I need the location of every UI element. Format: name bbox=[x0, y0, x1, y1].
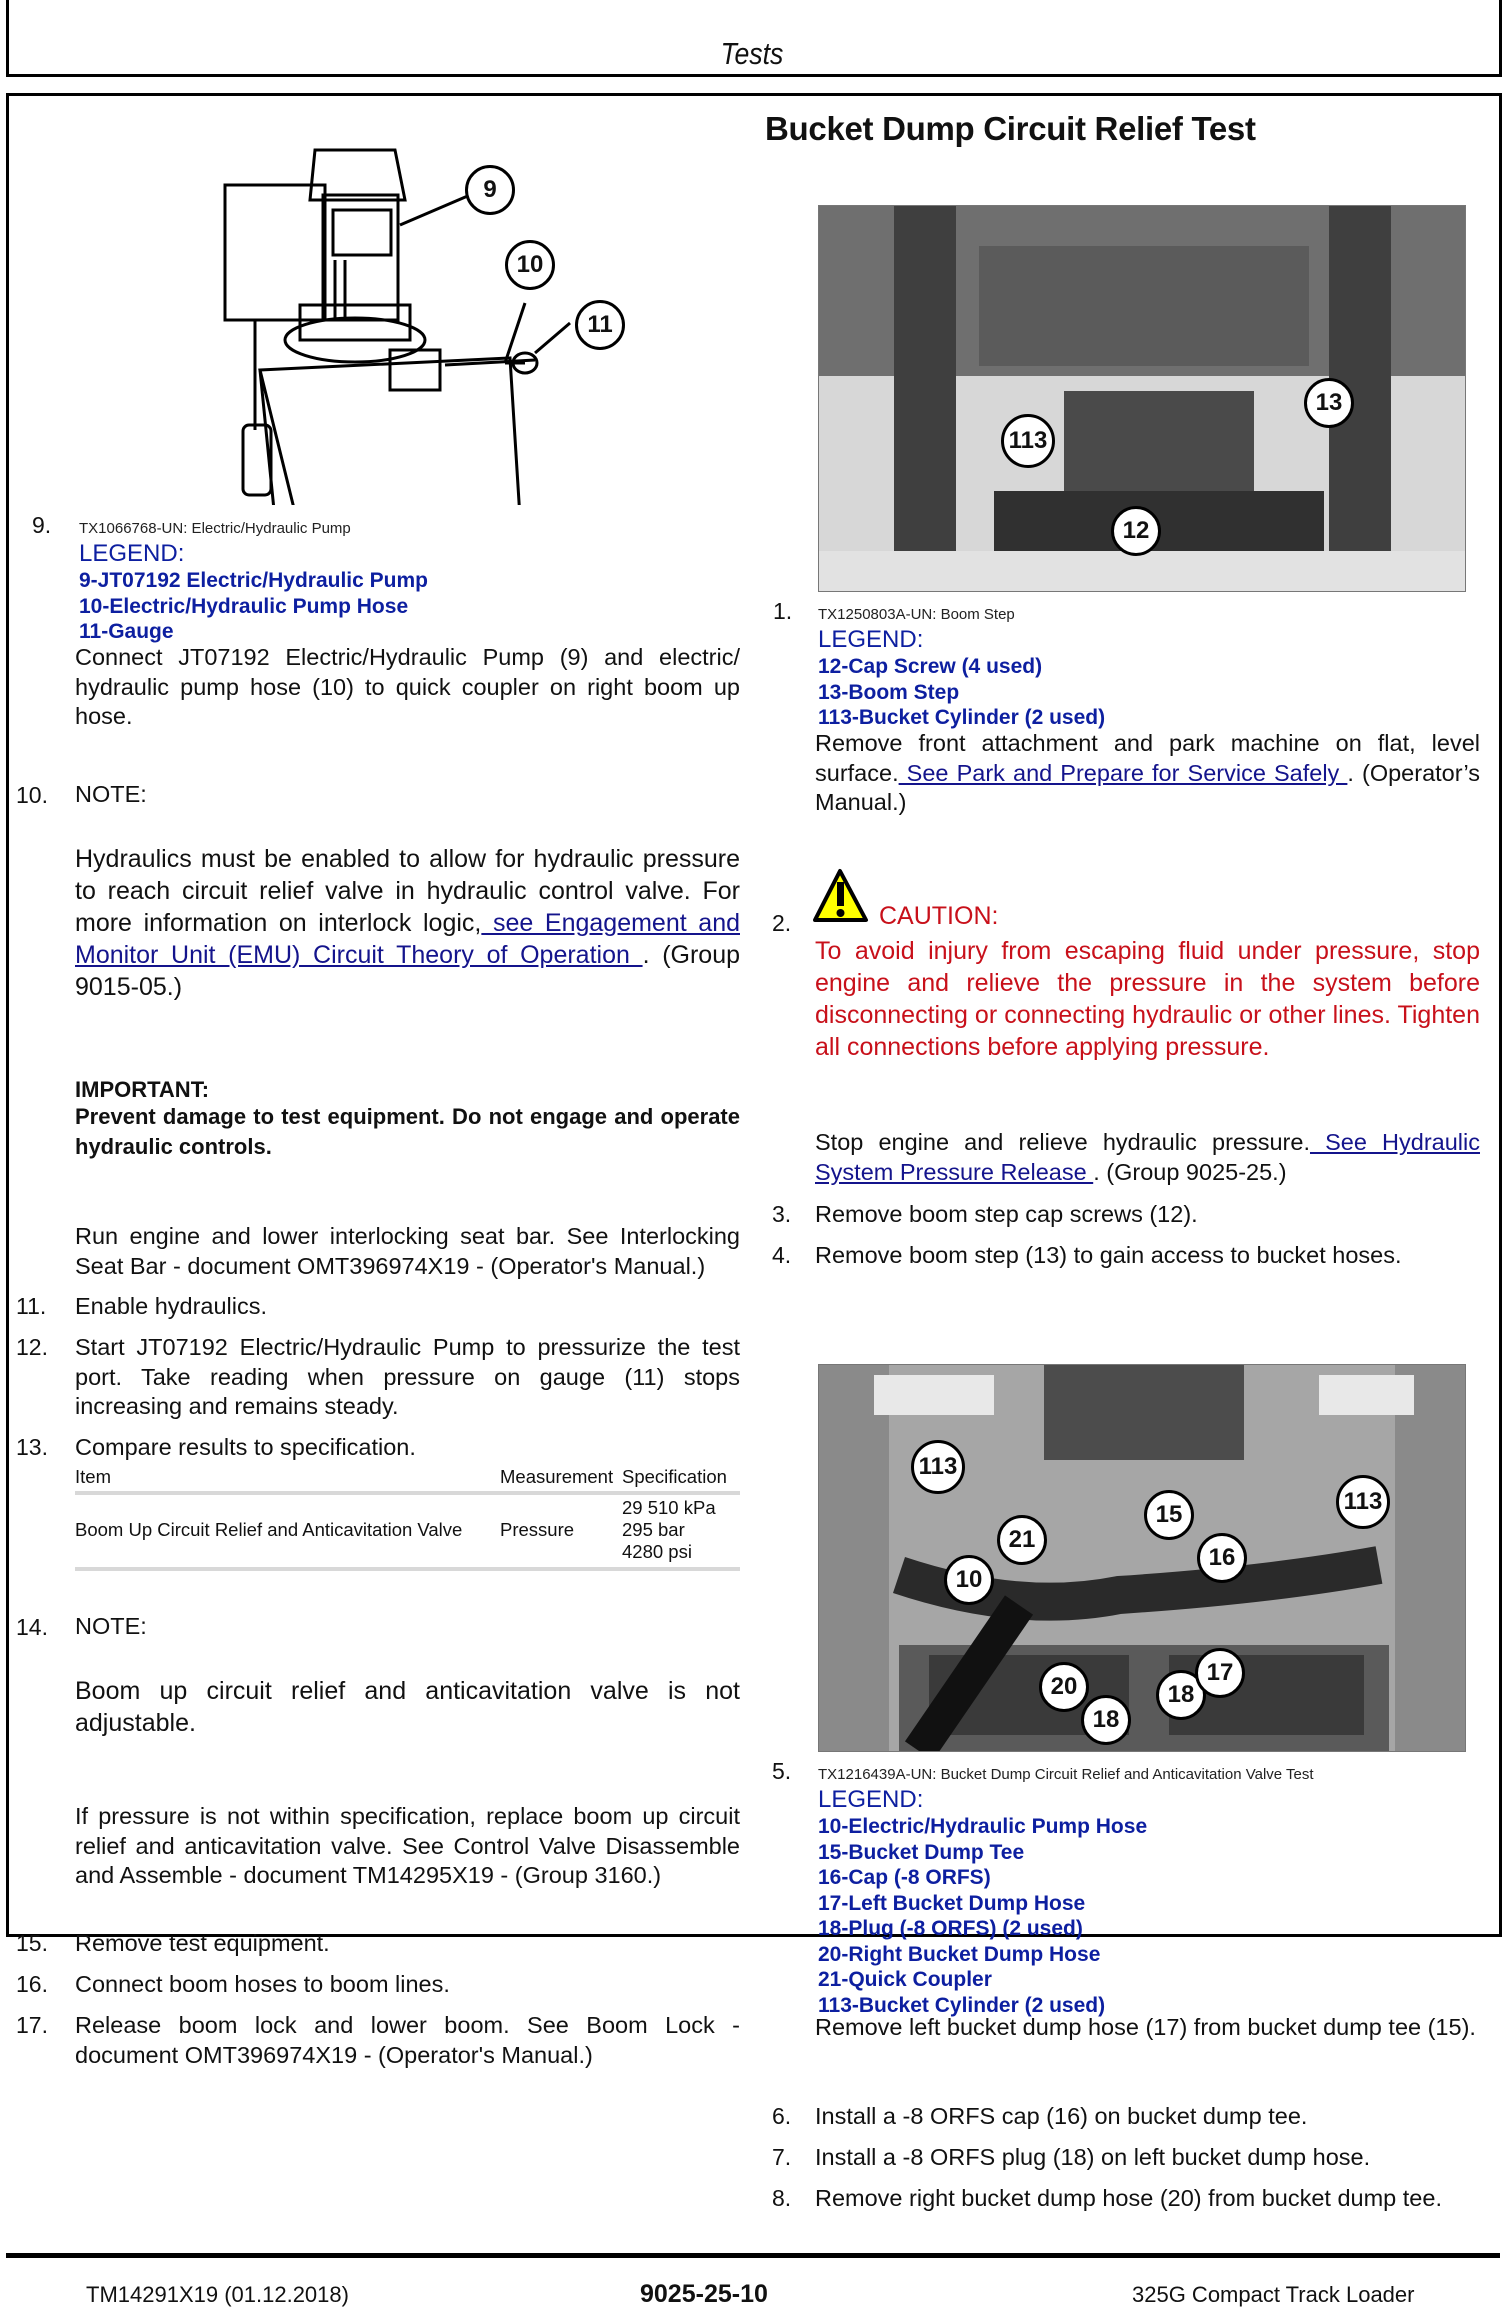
step-text: Remove right bucket dump hose (20) from bucket dump tee. bbox=[815, 2185, 1442, 2211]
table-row bbox=[75, 1493, 740, 1569]
step-text: Connect boom hoses to boom lines. bbox=[75, 1971, 450, 1997]
step-text: Remove test equipment. bbox=[75, 1930, 330, 1956]
cell-item: Boom Up Circuit Relief and Anticavitation Valve bbox=[75, 1493, 500, 1569]
step-number: 7. bbox=[772, 2144, 792, 2170]
step-number: 9. bbox=[32, 512, 52, 538]
step-text: Stop engine and relieve hydraulic pressure. See Hydraulic System Pressure Release . (Group 9025-25.) bbox=[815, 1129, 1480, 1185]
callout-9: 9 bbox=[465, 165, 515, 215]
important-label: IMPORTANT: bbox=[75, 1077, 210, 1102]
legend-item: 17-Left Bucket Dump Hose bbox=[818, 1891, 1086, 1915]
step-text: Install a -8 ORFS cap (16) on bucket dump tee. bbox=[815, 2103, 1308, 2129]
step-text: Connect JT07192 Electric/Hydraulic Pump (9) and electric/ hydraulic pump hose (10) to quick coupler on right boom up hose. bbox=[75, 644, 740, 729]
warning-triangle-icon bbox=[812, 868, 872, 924]
step-text: Run engine and lower interlocking seat bar. See Interlocking Seat Bar - document OMT396974X19 - (Operator's Manual.) bbox=[75, 1223, 740, 1279]
legend-item: 113-Bucket Cylinder (2 used) bbox=[818, 706, 1106, 729]
legend-item: 12-Cap Screw (4 used) bbox=[818, 655, 1043, 678]
step-number: 4. bbox=[772, 1242, 792, 1268]
step-text: Start JT07192 Electric/Hydraulic Pump to pressurize the test port. Take reading when pressure on gauge (11) stops increasing and remains steady. bbox=[75, 1334, 740, 1419]
step-number: 16. bbox=[16, 1971, 48, 1997]
step-number: 1. bbox=[773, 598, 793, 624]
note-label: NOTE: bbox=[75, 1613, 147, 1639]
callout-10: 10 bbox=[944, 1555, 994, 1605]
figure-caption: TX1216439A-UN: Bucket Dump Circuit Relief and Anticavitation Valve Test bbox=[818, 1766, 1314, 1783]
step-text: Remove front attachment and park machine on flat, level surface. See Park and Prepare for Service Safely . (Operator’s Manual.) bbox=[815, 730, 1480, 815]
note-label: NOTE: bbox=[75, 781, 147, 807]
column-header-specification: Specification bbox=[622, 1466, 740, 1493]
legend-list bbox=[818, 654, 1105, 731]
step-number: 8. bbox=[772, 2185, 792, 2211]
caution-label: CAUTION: bbox=[879, 902, 999, 930]
column-header-measurement: Measurement bbox=[500, 1466, 622, 1493]
callout-13: 13 bbox=[1304, 378, 1354, 428]
footer-doc-id: TM14291X19 (01.12.2018) bbox=[86, 2282, 349, 2307]
legend-item: 11-Gauge bbox=[79, 620, 174, 643]
step-number: 11. bbox=[16, 1293, 47, 1319]
callout-18-upper: 18 bbox=[1156, 1670, 1206, 1720]
park-prepare-link[interactable]: See Park and Prepare for Service Safely bbox=[898, 759, 1348, 786]
legend-heading: LEGEND: bbox=[79, 540, 185, 567]
legend-heading: LEGEND: bbox=[818, 1786, 924, 1813]
callout-17: 17 bbox=[1195, 1648, 1245, 1698]
figure-caption: TX1066768-UN: Electric/Hydraulic Pump bbox=[79, 520, 351, 537]
step-text: If pressure is not within specification, replace boom up circuit relief and anticavitation valve. See Control Valve Disassemble and Assemble - document TM14295X19 - (Group 3160.) bbox=[75, 1803, 740, 1888]
bucket-dump-valve-illustration bbox=[819, 1365, 1465, 1751]
step-number: 17. bbox=[16, 2012, 48, 2038]
callout-20: 20 bbox=[1039, 1662, 1089, 1712]
legend-item: 15-Bucket Dump Tee bbox=[818, 1840, 1025, 1864]
step-number: 2. bbox=[772, 910, 792, 936]
page-title: Bucket Dump Circuit Relief Test bbox=[765, 110, 1256, 147]
callout-11: 11 bbox=[575, 300, 625, 350]
step-text: Compare results to specification. bbox=[75, 1434, 416, 1460]
callout-15: 15 bbox=[1144, 1490, 1194, 1540]
footer-page-number: 9025-25-10 bbox=[640, 2280, 768, 2308]
step-text: Release boom lock and lower boom. See Boom Lock - document OMT396974X19 - (Operator's Manual.) bbox=[75, 2012, 740, 2068]
callout-16: 16 bbox=[1197, 1533, 1247, 1583]
step-text: Remove left bucket dump hose (17) from bucket dump tee (15). bbox=[815, 2014, 1476, 2040]
column-header-item: Item bbox=[75, 1466, 500, 1493]
legend-list bbox=[79, 568, 428, 645]
cell-specification: 29 510 kPa 295 bar 4280 psi bbox=[622, 1493, 740, 1569]
step-number: 12. bbox=[16, 1334, 48, 1360]
legend-item: 10-Electric/Hydraulic Pump Hose bbox=[818, 1815, 1148, 1838]
step-number: 5. bbox=[772, 1758, 792, 1784]
bucket-dump-valve-photo bbox=[818, 1364, 1466, 1752]
cell-measurement: Pressure bbox=[500, 1493, 622, 1569]
callout-113-left: 113 bbox=[911, 1440, 965, 1494]
step-number: 15. bbox=[16, 1930, 48, 1956]
step-number: 14. bbox=[16, 1614, 48, 1640]
important-text: Prevent damage to test equipment. Do not engage and operate hydraulic controls. bbox=[75, 1104, 740, 1159]
legend-item: 20-Right Bucket Dump Hose bbox=[818, 1942, 1101, 1966]
callout-10: 10 bbox=[505, 240, 555, 290]
step-text: Remove boom step cap screws (12). bbox=[815, 1201, 1198, 1227]
callout-12: 12 bbox=[1111, 506, 1161, 556]
legend-item: 113-Bucket Cylinder (2 used) bbox=[818, 1993, 1106, 2017]
step-text: Remove boom step (13) to gain access to bucket hoses. bbox=[815, 1242, 1402, 1268]
legend-heading: LEGEND: bbox=[818, 626, 924, 653]
footer-divider bbox=[6, 2253, 1500, 2258]
legend-list bbox=[818, 1814, 1147, 2018]
caution-text: To avoid injury from escaping fluid under pressure, stop engine and relieve the pressure in the system before disconnecting or connecting hydraulic or other lines. Tighten all connections before applying pressure. bbox=[815, 937, 1480, 1061]
footer-product: 325G Compact Track Loader bbox=[1132, 2282, 1415, 2307]
table-header-row bbox=[75, 1466, 740, 1493]
step-text: Enable hydraulics. bbox=[75, 1293, 268, 1319]
note-text: Hydraulics must be enabled to allow for hydraulic pressure to reach circuit relief valve in hydraulic control valve. For more information on interlock logic, see Engagement and Monitor Unit (EMU) Circuit Theory of Operation . (Group 9015-05.) bbox=[75, 845, 741, 1001]
callout-113-right: 113 bbox=[1336, 1475, 1390, 1529]
figure-caption: TX1250803A-UN: Boom Step bbox=[818, 606, 1015, 623]
legend-item: 16-Cap (-8 ORFS) bbox=[818, 1866, 991, 1889]
step-number: 6. bbox=[772, 2103, 792, 2129]
callout-113: 113 bbox=[1001, 414, 1055, 468]
callout-21: 21 bbox=[997, 1515, 1047, 1565]
hydraulic-pressure-release-link[interactable]: See Hydraulic System Pressure Release bbox=[815, 1129, 1480, 1185]
boom-step-photo bbox=[818, 205, 1466, 592]
legend-item: 21-Quick Coupler bbox=[818, 1968, 992, 1991]
legend-item: 18-Plug (-8 ORFS) (2 used) bbox=[818, 1917, 1083, 1940]
legend-item: 9-JT07192 Electric/Hydraulic Pump bbox=[79, 569, 428, 592]
legend-item: 13-Boom Step bbox=[818, 680, 960, 704]
section-title: Tests bbox=[720, 36, 784, 71]
step-text: Install a -8 ORFS plug (18) on left bucket dump hose. bbox=[815, 2144, 1371, 2170]
pump-figure bbox=[205, 125, 645, 505]
note-text: Boom up circuit relief and anticavitation valve is not adjustable. bbox=[75, 1677, 740, 1737]
step-number: 3. bbox=[772, 1201, 792, 1227]
legend-item: 10-Electric/Hydraulic Pump Hose bbox=[79, 594, 409, 618]
specification-table bbox=[75, 1466, 740, 1571]
emu-circuit-theory-link[interactable]: see Engagement and Monitor Unit (EMU) Circuit Theory of Operation bbox=[75, 909, 740, 969]
callout-18-lower: 18 bbox=[1081, 1695, 1131, 1745]
step-number: 13. bbox=[16, 1434, 48, 1460]
step-number: 10. bbox=[16, 782, 48, 808]
